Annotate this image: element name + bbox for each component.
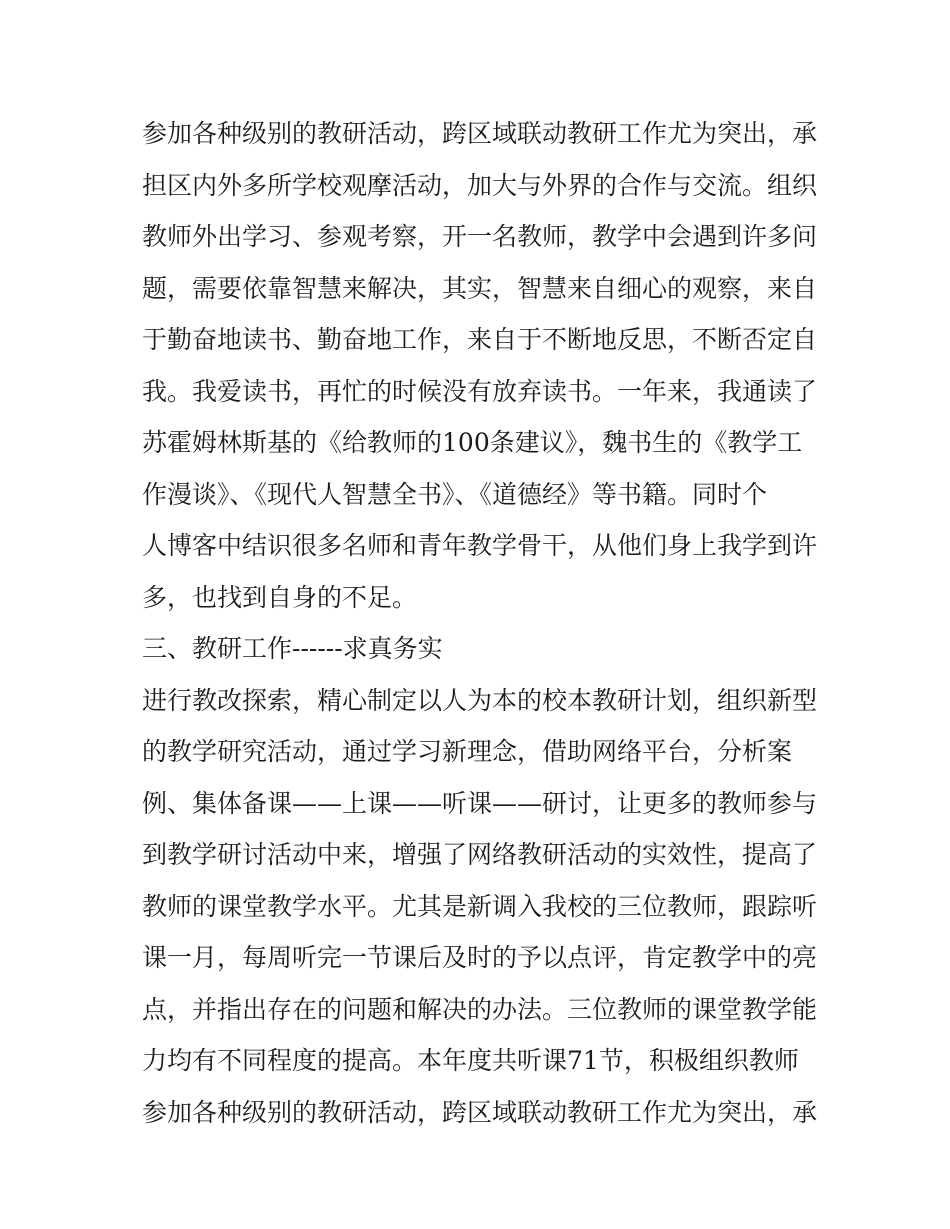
text-line: 的教学研究活动，通过学习新理念，借助网络平台，分析案	[142, 737, 793, 766]
text-line: 到教学研讨活动中来，增强了网络教研活动的实效性，提高了	[142, 840, 818, 869]
text-line: 苏霍姆林斯基的《给教师的100条建议》，魏书生的《教学工	[142, 428, 803, 457]
text-line: 题，需要依靠智慧来解决，其实，智慧来自细心的观察，来自	[142, 273, 818, 303]
text-line: 人博客中结识很多名师和青年教学骨干，从他们身上我学到许	[142, 531, 818, 560]
section-heading: 三、教研工作------求真务实	[142, 634, 443, 663]
text-line: 课一月，每周听完一节课后及时的予以点评，肯定教学中的亮	[142, 943, 818, 972]
text-line: 教师的课堂教学水平。尤其是新调入我校的三位教师，跟踪听	[142, 891, 818, 921]
text-line: 我。我爱读书，再忙的时候没有放弃读书。一年来，我通读了	[142, 376, 818, 406]
text-line: 例、集体备课——上课——听课——研讨，让更多的教师参与	[142, 788, 818, 818]
text-line: 作漫谈》、《现代人智慧全书》、《道德经》等书籍。同时个	[142, 479, 768, 509]
text-line: 担区内外多所学校观摩活动，加大与外界的合作与交流。组织	[142, 170, 818, 200]
text-line: 点，并指出存在的问题和解决的办法。三位教师的课堂教学能	[142, 994, 818, 1024]
text-line: 参加各种级别的教研活动，跨区域联动教研工作尤为突出，承	[142, 1097, 818, 1127]
text-line: 教师外出学习、参观考察，开一名教师，教学中会遇到许多问	[142, 222, 818, 251]
body-text	[142, 108, 822, 1138]
text-line: 进行教改探索，精心制定以人为本的校本教研计划，组织新型	[142, 685, 818, 715]
text-line: 力均有不同程度的提高。本年度共听课71节，积极组织教师	[142, 1046, 799, 1075]
text-line: 参加各种级别的教研活动，跨区域联动教研工作尤为突出，承	[142, 119, 818, 148]
text-line: 于勤奋地读书、勤奋地工作，来自于不断地反思，不断否定自	[142, 325, 818, 354]
text-line: 多，也找到自身的不足。	[142, 582, 418, 612]
